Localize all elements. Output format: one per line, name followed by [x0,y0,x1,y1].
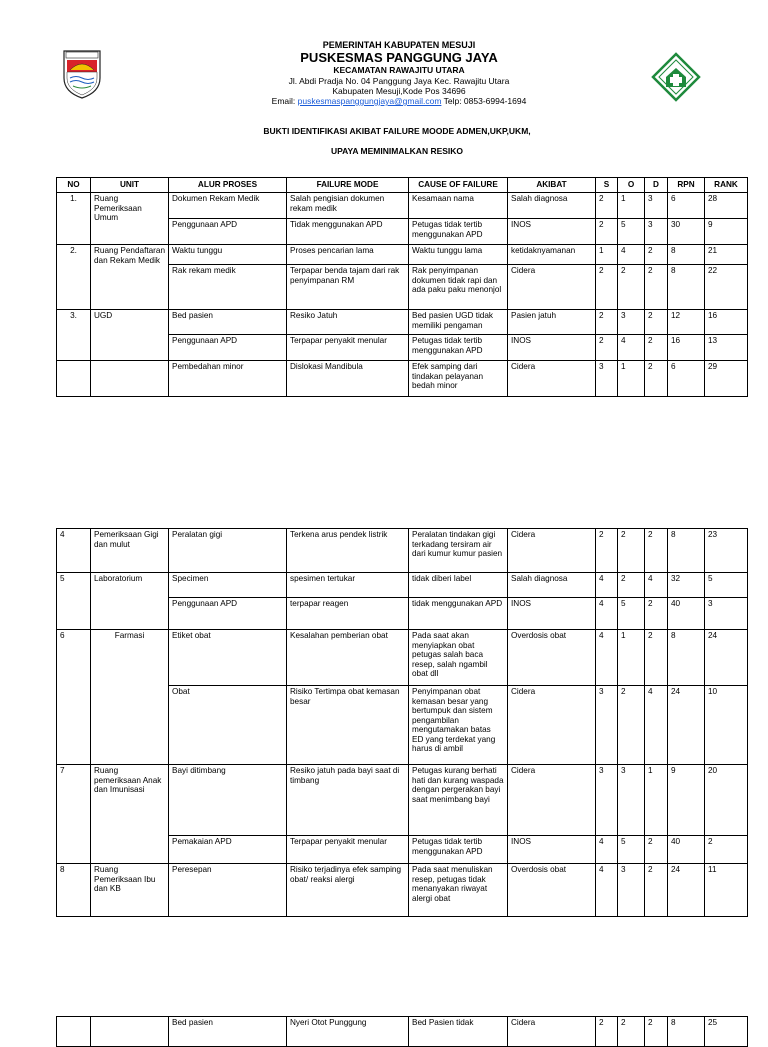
row-cause: Kesamaan nama [409,193,508,219]
row-s: 2 [596,335,618,361]
row-s: 4 [596,836,618,864]
row-no: 8 [57,864,91,917]
row-s: 1 [596,245,618,265]
col-d: D [645,178,668,193]
table-row [57,193,748,219]
col-rpn: RPN [668,178,705,193]
row-failure: Terpapar penyakit menular [287,335,409,361]
row-akibat: Overdosis obat [508,864,596,917]
document-subtitle: UPAYA MEMINIMALKAN RESIKO [330,146,464,156]
row-rank: 25 [705,1017,748,1047]
regency-postcode: Kabupaten Mesuji,Kode Pos 34696 [332,86,466,96]
row-s: 2 [596,193,618,219]
row-rpn: 30 [668,219,705,245]
row-proses: Obat [169,686,287,765]
row-s: 4 [596,864,618,917]
row-rank: 3 [705,598,748,630]
col-cause: CAUSE OF FAILURE [409,178,508,193]
row-o: 5 [618,836,645,864]
row-cause: Waktu tunggu lama [409,245,508,265]
table-row [57,245,748,265]
table-row [57,765,748,836]
row-cause: Pada saat menuliskan resep, petugas tidak menanyakan riwayat alergi obat [409,864,508,917]
row-cause: Peralatan tindakan gigi terkadang tersiram air dari kumur kumur pasien [409,529,508,573]
row-failure: Risiko Tertimpa obat kemasan besar [287,686,409,765]
puskesmas-name: PUSKESMAS PANGGUNG JAYA [300,50,498,65]
row-d: 2 [645,598,668,630]
col-rank: RANK [705,178,748,193]
row-rpn: 8 [668,630,705,686]
row-cause: Penyimpanan obat kemasan besar yang bertumpuk dan sistem pengambilan mengutamakan batas ED yang terdekat yang harus di ambil [409,686,508,765]
row-o: 2 [618,686,645,765]
row-o: 4 [618,245,645,265]
row-rank: 20 [705,765,748,836]
row-akibat: Cidera [508,686,596,765]
table-row [57,864,748,917]
row-failure: Terkena arus pendek listrik [287,529,409,573]
row-s: 3 [596,765,618,836]
row-d: 2 [645,864,668,917]
row-rpn: 8 [668,529,705,573]
row-rank: 28 [705,193,748,219]
row-proses: Penggunaan APD [169,598,287,630]
row-unit: Ruang pemeriksaan Anak dan Imunisasi [91,765,169,864]
row-failure: Resiko jatuh pada bayi saat di timbang [287,765,409,836]
row-proses: Penggunaan APD [169,335,287,361]
row-no: 1. [57,193,91,245]
row-cause: tidak diberi label [409,573,508,598]
row-proses: Peralatan gigi [169,529,287,573]
col-akibat: AKIBAT [508,178,596,193]
row-rank: 10 [705,686,748,765]
row-rpn: 32 [668,573,705,598]
fmea-table-page-2 [56,528,748,917]
row-rank: 16 [705,310,748,335]
row-rank: 2 [705,836,748,864]
row-cause: Efek samping dari tindakan pelayanan bedah minor [409,361,508,397]
row-akibat: Cidera [508,1017,596,1047]
row-s: 2 [596,310,618,335]
row-failure: Salah pengisian dokumen rekam medik [287,193,409,219]
row-akibat: INOS [508,836,596,864]
row-failure: Proses pencarian lama [287,245,409,265]
row-rpn: 24 [668,686,705,765]
district-name: KECAMATAN RAWAJITU UTARA [333,65,465,75]
col-no: NO [57,178,91,193]
row-d: 2 [645,335,668,361]
row-unit [91,1017,169,1047]
fmea-table-page-3 [56,1016,748,1047]
row-akibat: Cidera [508,361,596,397]
row-o: 4 [618,335,645,361]
col-failure-mode: FAILURE MODE [287,178,409,193]
row-rank: 13 [705,335,748,361]
row-d: 2 [645,265,668,310]
row-o: 3 [618,310,645,335]
row-failure: Dislokasi Mandibula [287,361,409,397]
row-s: 4 [596,573,618,598]
row-rank: 11 [705,864,748,917]
row-proses: Bayi ditimbang [169,765,287,836]
row-rpn: 6 [668,193,705,219]
row-rank: 29 [705,361,748,397]
row-d: 1 [645,765,668,836]
row-failure: Terpapar penyakit menular [287,836,409,864]
row-cause: Bed Pasien tidak [409,1017,508,1047]
row-failure: spesimen tertukar [287,573,409,598]
row-unit: UGD [91,310,169,361]
row-o: 2 [618,1017,645,1047]
row-d: 4 [645,686,668,765]
email-link[interactable]: puskesmaspanggungjaya@gmail.com [297,96,442,106]
row-proses: Bed pasien [169,1017,287,1047]
row-rpn: 9 [668,765,705,836]
row-unit: Ruang Pemeriksaan Ibu dan KB [91,864,169,917]
row-s: 4 [596,598,618,630]
row-o: 1 [618,630,645,686]
table-header-row [57,178,748,193]
row-d: 3 [645,193,668,219]
row-cause: Petugas tidak tertib menggunakan APD [409,219,508,245]
table-row [57,1017,748,1047]
row-akibat: Salah diagnosa [508,193,596,219]
row-cause: Pada saat akan menyiapkan obat petugas salah baca resep, salah ngambil obat dll [409,630,508,686]
row-proses: Penggunaan APD [169,219,287,245]
row-proses: Bed pasien [169,310,287,335]
row-no: 7 [57,765,91,864]
row-no: 6 [57,630,91,765]
row-o: 1 [618,361,645,397]
row-no: 5 [57,573,91,630]
row-proses: Waktu tunggu [169,245,287,265]
table-row [57,529,748,573]
document-title: BUKTI IDENTIFIKASI AKIBAT FAILURE MOODE ADMEN,UKP,UKM, [263,126,531,136]
table-row [57,310,748,335]
row-no [57,1017,91,1047]
row-cause: Rak penyimpanan dokumen tidak rapi dan ada paku paku menonjol [409,265,508,310]
row-akibat: Pasien jatuh [508,310,596,335]
row-o: 1 [618,193,645,219]
row-unit [91,361,169,397]
row-cause: Petugas kurang berhati hati dan kurang waspada dengan pergerakan bayi saat menimbang bayi [409,765,508,836]
row-failure: Risiko terjadinya efek samping obat/ reaksi alergi [287,864,409,917]
row-d: 2 [645,310,668,335]
row-failure: Resiko Jatuh [287,310,409,335]
row-no: 2. [57,245,91,310]
row-no [57,361,91,397]
row-cause: tidak menggunakan APD [409,598,508,630]
row-o: 2 [618,573,645,598]
row-proses: Specimen [169,573,287,598]
col-alur-proses: ALUR PROSES [169,178,287,193]
table-row [57,361,748,397]
row-proses: Etiket obat [169,630,287,686]
row-proses: Pembedahan minor [169,361,287,397]
row-akibat: Overdosis obat [508,630,596,686]
row-s: 4 [596,630,618,686]
row-d: 2 [645,836,668,864]
row-akibat: ketidaknyamanan [508,245,596,265]
row-s: 2 [596,1017,618,1047]
row-unit: Farmasi [91,630,169,765]
row-unit: Ruang Pemeriksaan Umum [91,193,169,245]
row-proses: Peresepan [169,864,287,917]
row-rank: 22 [705,265,748,310]
table-row [57,573,748,598]
row-d: 3 [645,219,668,245]
row-d: 4 [645,573,668,598]
fmea-table-page-1 [56,177,748,397]
row-o: 2 [618,529,645,573]
row-cause: Petugas tidak tertib menggunakan APD [409,335,508,361]
row-proses: Dokumen Rekam Medik [169,193,287,219]
col-unit: UNIT [91,178,169,193]
row-s: 3 [596,686,618,765]
row-rpn: 40 [668,836,705,864]
row-o: 3 [618,864,645,917]
row-failure: Kesalahan pemberian obat [287,630,409,686]
row-failure: Terpapar benda tajam dari rak penyimpanan RM [287,265,409,310]
row-cause: Petugas tidak tertib menggunakan APD [409,836,508,864]
row-proses: Pemakaian APD [169,836,287,864]
row-rpn: 6 [668,361,705,397]
row-akibat: INOS [508,335,596,361]
row-o: 2 [618,265,645,310]
row-d: 2 [645,1017,668,1047]
row-o: 5 [618,598,645,630]
row-rank: 24 [705,630,748,686]
row-rpn: 40 [668,598,705,630]
row-no: 4 [57,529,91,573]
row-akibat: Cidera [508,265,596,310]
row-unit: Laboratorium [91,573,169,630]
row-s: 2 [596,265,618,310]
table-row [57,630,748,686]
row-failure: Nyeri Otot Punggung [287,1017,409,1047]
government-name: PEMERINTAH KABUPATEN MESUJI [322,40,476,50]
row-rank: 23 [705,529,748,573]
row-o: 5 [618,219,645,245]
col-s: S [596,178,618,193]
row-rank: 9 [705,219,748,245]
row-rpn: 8 [668,265,705,310]
row-unit: Ruang Pendaftaran dan Rekam Medik [91,245,169,310]
col-o: O [618,178,645,193]
row-akibat: Salah diagnosa [508,573,596,598]
row-o: 3 [618,765,645,836]
row-failure: terpapar reagen [287,598,409,630]
row-rank: 5 [705,573,748,598]
puskesmas-logo [651,52,701,102]
row-rpn: 24 [668,864,705,917]
row-no: 3. [57,310,91,361]
email-label: Email: [271,96,298,106]
row-akibat: INOS [508,219,596,245]
row-rpn: 12 [668,310,705,335]
row-d: 2 [645,361,668,397]
row-proses: Rak rekam medik [169,265,287,310]
row-s: 3 [596,361,618,397]
row-d: 2 [645,529,668,573]
row-d: 2 [645,245,668,265]
row-d: 2 [645,630,668,686]
row-akibat: Cidera [508,765,596,836]
row-failure: Tidak menggunakan APD [287,219,409,245]
row-rank: 21 [705,245,748,265]
row-akibat: Cidera [508,529,596,573]
row-cause: Bed pasien UGD tidak memiliki pengaman [409,310,508,335]
row-s: 2 [596,529,618,573]
row-rpn: 16 [668,335,705,361]
address-line: Jl. Abdi Pradja No. 04 Panggung Jaya Kec. Rawajitu Utara [288,76,510,86]
row-rpn: 8 [668,1017,705,1047]
row-s: 2 [596,219,618,245]
phone-text: Telp: 0853-6994-1694 [441,96,527,106]
row-rpn: 8 [668,245,705,265]
row-unit: Pemeriksaan Gigi dan mulut [91,529,169,573]
row-akibat: INOS [508,598,596,630]
